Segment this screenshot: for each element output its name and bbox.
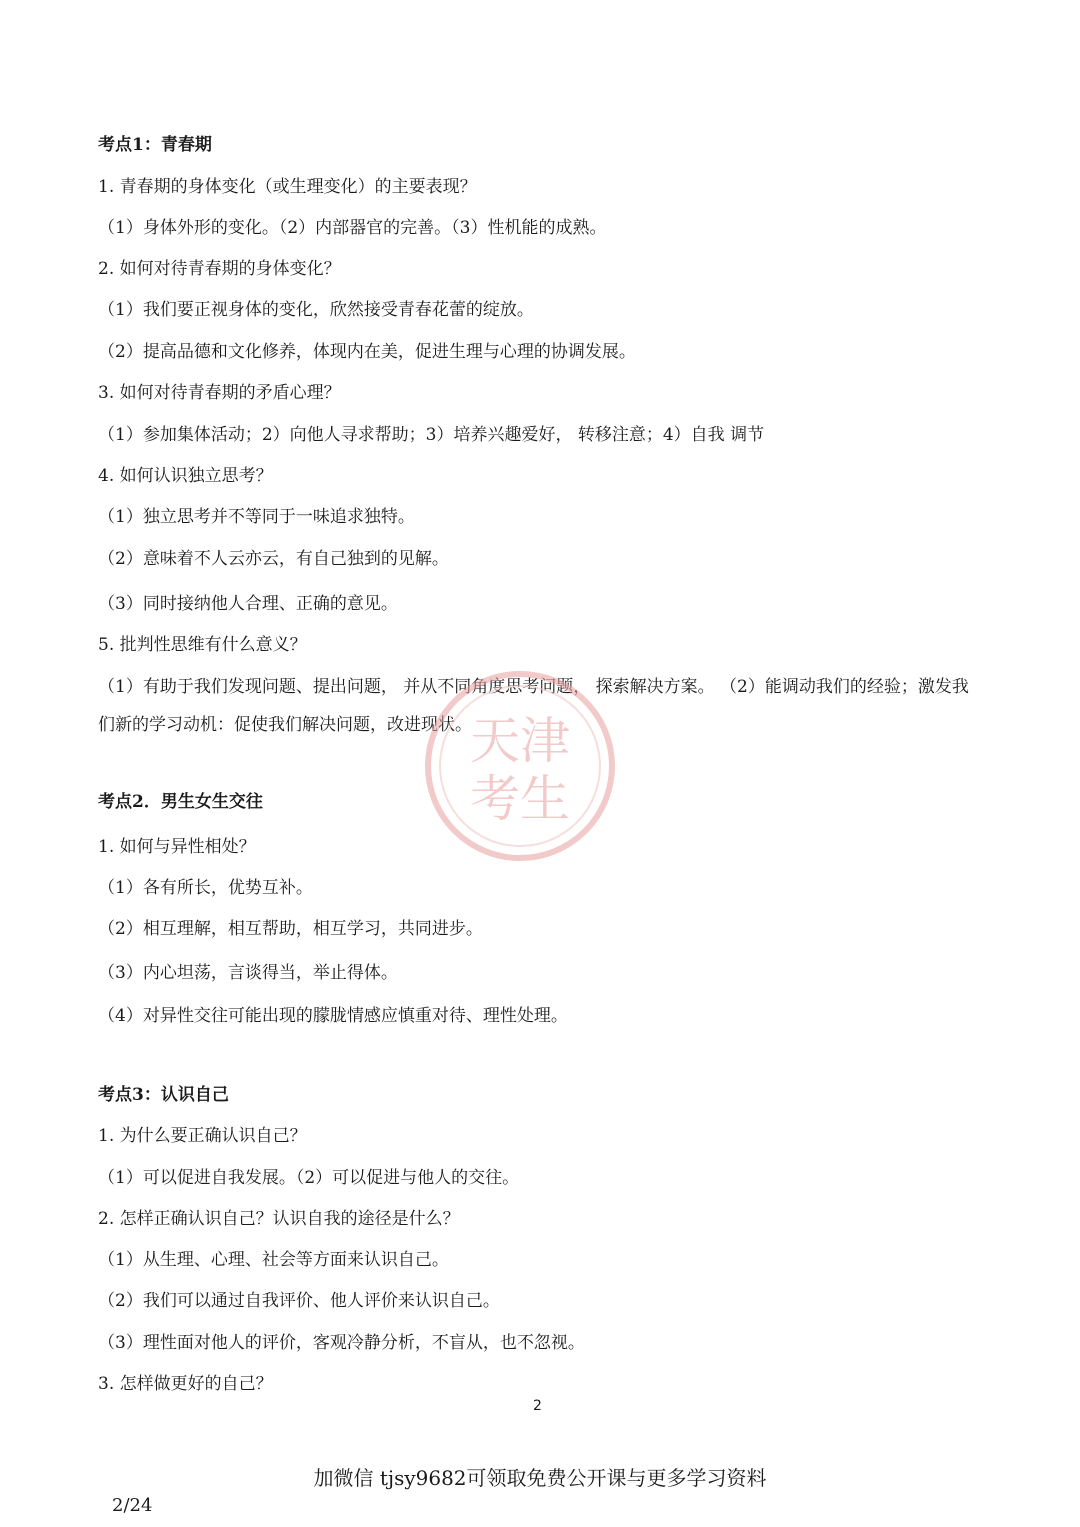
answer: （1）可以促进自我发展。（2）可以促进与他人的交往。 (98, 1168, 520, 1188)
question: 3. 如何对待青春期的矛盾心理？ (98, 383, 341, 403)
question: 3. 怎样做更好的自己？ (98, 1374, 273, 1394)
answer: （3）内心坦荡，言谈得当，举止得体。 (98, 963, 398, 983)
answer: （2）相互理解，相互帮助，相互学习，共同进步。 (98, 919, 483, 939)
answer: （1）独立思考并不等同于一味追求独特。 (98, 507, 415, 527)
answer: （1）我们要正视身体的变化，欣然接受青春花蕾的绽放。 (98, 300, 534, 320)
question: 2. 怎样正确认识自己？认识自我的途径是什么？ (98, 1209, 460, 1229)
answer-paragraph: （1）有助于我们发现问题、提出问题， 并从不同角度思考问题， 探索解决方案。 （2）能调动我们的经验；激发我们新的学习动机：促使我们解决问题，改进现状。 (98, 677, 969, 735)
answer: （3）理性面对他人的评价，客观冷静分析，不盲从，也不忽视。 (98, 1333, 585, 1353)
seal-watermark (420, 666, 620, 866)
section-heading: 考点2．男生女生交往 (98, 792, 263, 812)
answer: （3）同时接纳他人合理、正确的意见。 (98, 594, 398, 614)
question: 1. 为什么要正确认识自己？ (98, 1126, 307, 1146)
answer: （1）从生理、心理、社会等方面来认识自己。 (98, 1250, 449, 1270)
answer: （1）身体外形的变化。（2）内部器官的完善。（3）性机能的成熟。 (98, 218, 607, 238)
question: 4. 如何认识独立思考？ (98, 466, 273, 486)
answer: （2）意味着不人云亦云，有自己独到的见解。 (98, 549, 449, 569)
section-heading: 考点3：认识自己 (98, 1085, 229, 1105)
question: 2. 如何对待青春期的身体变化？ (98, 259, 341, 279)
answer: （1）参加集体活动；2）向他人寻求帮助；3）培养兴趣爱好， 转移注意；4）自我 调节 (98, 425, 765, 445)
svg-text:天津: 天津 (470, 712, 570, 770)
page-count: 2/24 (112, 1495, 153, 1516)
answer: （2）提高品德和文化修养，体现内在美，促进生理与心理的协调发展。 (98, 342, 636, 362)
page-number: 2 (533, 1398, 542, 1414)
footer-promo-text: 加微信 tjsy9682可领取免费公开课与更多学习资料 (313, 1466, 767, 1490)
svg-text:考生: 考生 (470, 770, 570, 828)
question: 5. 批判性思维有什么意义？ (98, 635, 307, 655)
answer: （1）各有所长，优势互补。 (98, 878, 313, 898)
answer: （4）对异性交往可能出现的朦胧情感应慎重对待、理性处理。 (98, 1006, 568, 1026)
section-heading: 考点1：青春期 (98, 135, 212, 155)
answer: （2）我们可以通过自我评价、他人评价来认识自己。 (98, 1291, 500, 1311)
question: 1. 青春期的身体变化（或生理变化）的主要表现？ (98, 177, 477, 197)
question: 1. 如何与异性相处？ (98, 837, 256, 857)
